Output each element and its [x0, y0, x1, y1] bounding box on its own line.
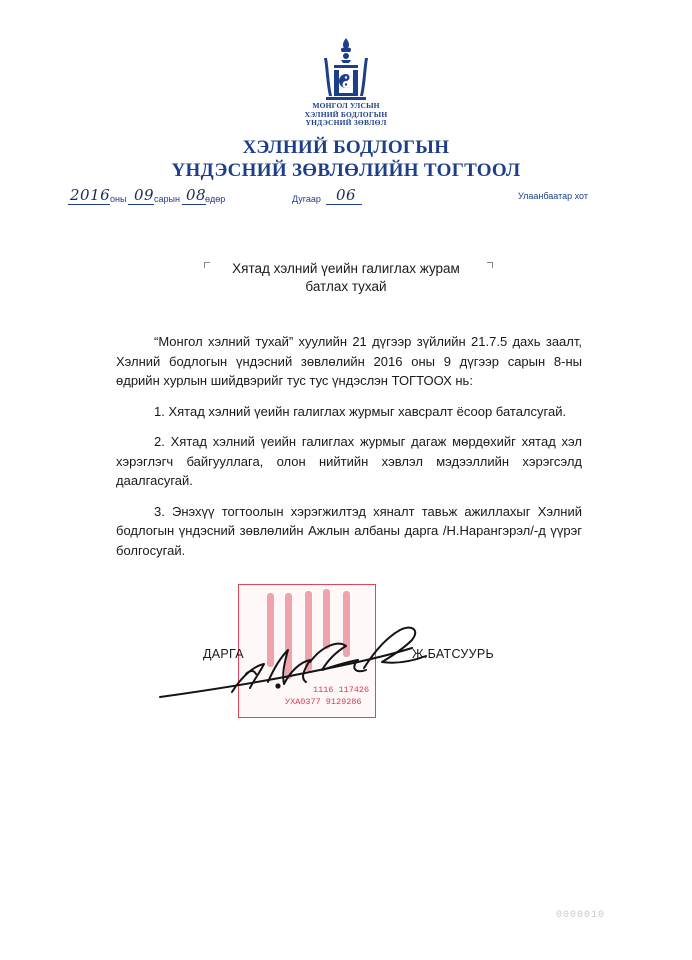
state-emblem: [296, 36, 396, 100]
resolution-subject: [146, 260, 546, 296]
body-item-2: 2. Хятад хэлний үеийн галиглах журмыг дагаж мөрдөхийг хятад хэл хэрэглэгч байгууллага, олон нийтийн хэвлэл мэдээллийн хэрэгсэлд даалгасугай.: [116, 434, 582, 488]
year-label: оны: [110, 194, 127, 204]
emblem-caption-line: ХЭЛНИЙ БОДЛОГЫН: [304, 109, 388, 119]
city-label: Улаанбаатар хот: [518, 191, 588, 201]
resolution-body: [116, 332, 582, 571]
date-year: 2016: [70, 186, 111, 204]
document-title-line1: ХЭЛНИЙ БОДЛОГЫН: [242, 137, 450, 158]
body-intro: “Монгол хэлний тухай” хуулийн 21 дүгээр зүйлийн 21.7.5 дахь заалт, Хэлний бодлогын үндэсний зөвлөлийн 2016 оны 9 дүгээр сарын 8-ны өдрийн хурлын шийдвэрийг тус тус үндэслэн ТОГТООХ нь:: [116, 334, 582, 388]
body-item-3: 3. Энэхүү тогтоолын хэрэгжилтэд хяналт тавьж ажиллахыг Хэлний бодлогын үндэсний зөвлөлийн Ажлын албаны дарга /Н.Нарангэрэл/-д үүрэг болгосугай.: [116, 503, 582, 558]
subject-line1: Хятад хэлний үеийн галиглах журам: [232, 261, 460, 276]
document-serial-number: 0000010: [556, 910, 606, 921]
document-title: [146, 136, 546, 182]
stamp-number-2: УХА0377 9129286: [285, 697, 362, 707]
month-label: сарын: [154, 194, 180, 204]
subject-line2: батлах тухай: [305, 279, 387, 294]
day-label: өдөр: [205, 194, 226, 204]
resolution-number: 06: [336, 186, 357, 204]
date-day: 08: [186, 186, 207, 204]
body-item-1: 1. Хятад хэлний үеийн галиглах журмыг хавсралт ёсоор баталсугай.: [154, 403, 567, 419]
emblem-caption-line: МОНГОЛ УЛСЫН: [312, 101, 380, 110]
stamp-number-1: 1116 117426: [313, 685, 370, 695]
date-month: 09: [134, 186, 155, 204]
number-label: Дугаар: [292, 194, 321, 204]
handwritten-signature-icon: [150, 612, 440, 712]
soyombo-state-emblem-icon: [296, 36, 396, 100]
emblem-caption-line: ҮНДЭСНИЙ ЗӨВЛӨЛ: [305, 118, 387, 127]
document-title-line2: ҮНДЭСНИЙ ЗӨВЛӨЛИЙН ТОГТООЛ: [171, 160, 521, 181]
emblem-caption: [286, 102, 406, 128]
signatory-position: ДАРГА: [203, 647, 244, 661]
signatory-name: Ж.БАТСУУРЬ: [412, 647, 494, 661]
